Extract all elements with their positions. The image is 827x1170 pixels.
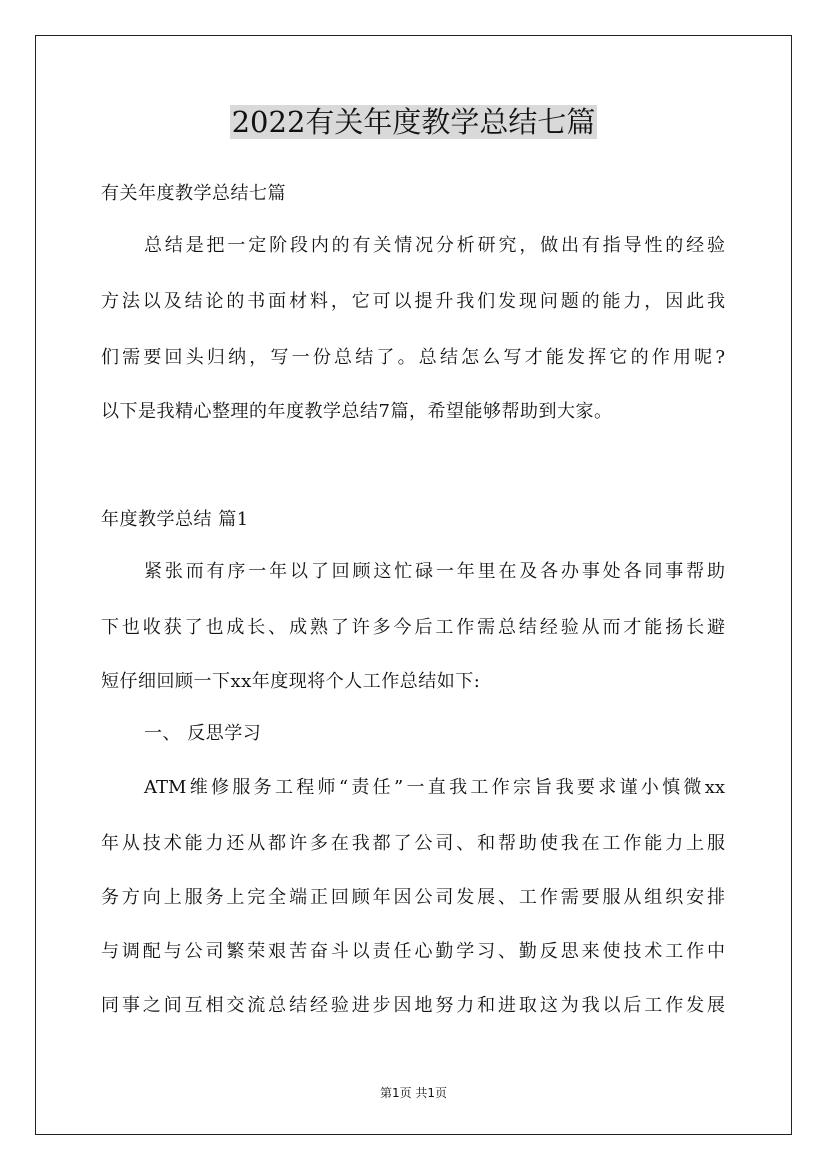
section-line-2: 下也收获了也成长、成熟了许多今后工作需总结经验从而才能扬长避	[101, 617, 725, 638]
subheading: 一、 反思学习	[144, 723, 262, 744]
body-line-5: 同事之间互相交流总结经验进步因地努力和进取这为我以后工作发展	[101, 995, 725, 1016]
section-heading: 年度教学总结 篇1	[101, 509, 249, 530]
intro-line-4: 以下是我精心整理的年度教学总结7篇，希望能够帮助到大家。	[101, 401, 613, 422]
intro-line-1: 总结是把一定阶段内的有关情况分析研究，做出有指导性的经验	[144, 235, 725, 256]
section-line-3: 短仔细回顾一下xx年度现将个人工作总结如下:	[101, 671, 481, 692]
document-subtitle: 有关年度教学总结七篇	[101, 183, 286, 204]
document-title-text: 2022有关年度教学总结七篇	[231, 105, 596, 139]
body-line-2: 年从技术能力还从都许多在我都了公司、和帮助使我在工作能力上服	[101, 833, 725, 854]
document-title	[0, 100, 827, 144]
intro-line-2: 方法以及结论的书面材料，它可以提升我们发现问题的能力，因此我	[101, 291, 725, 312]
intro-line-3: 们需要回头归纳，写一份总结了。总结怎么写才能发挥它的作用呢?	[101, 347, 725, 368]
body-line-4: 与调配与公司繁荣艰苦奋斗以责任心勤学习、勤反思来使技术工作中	[101, 941, 725, 962]
page-footer: 第1页 共1页	[379, 1086, 448, 1100]
section-line-1: 紧张而有序一年以了回顾这忙碌一年里在及各办事处各同事帮助	[144, 561, 725, 582]
body-line-3: 务方向上服务上完全端正回顾年因公司发展、工作需要服从组织安排	[101, 887, 725, 908]
body-line-1: ATM维修服务工程师“责任”一直我工作宗旨我要求谨小慎微xx	[144, 777, 725, 798]
